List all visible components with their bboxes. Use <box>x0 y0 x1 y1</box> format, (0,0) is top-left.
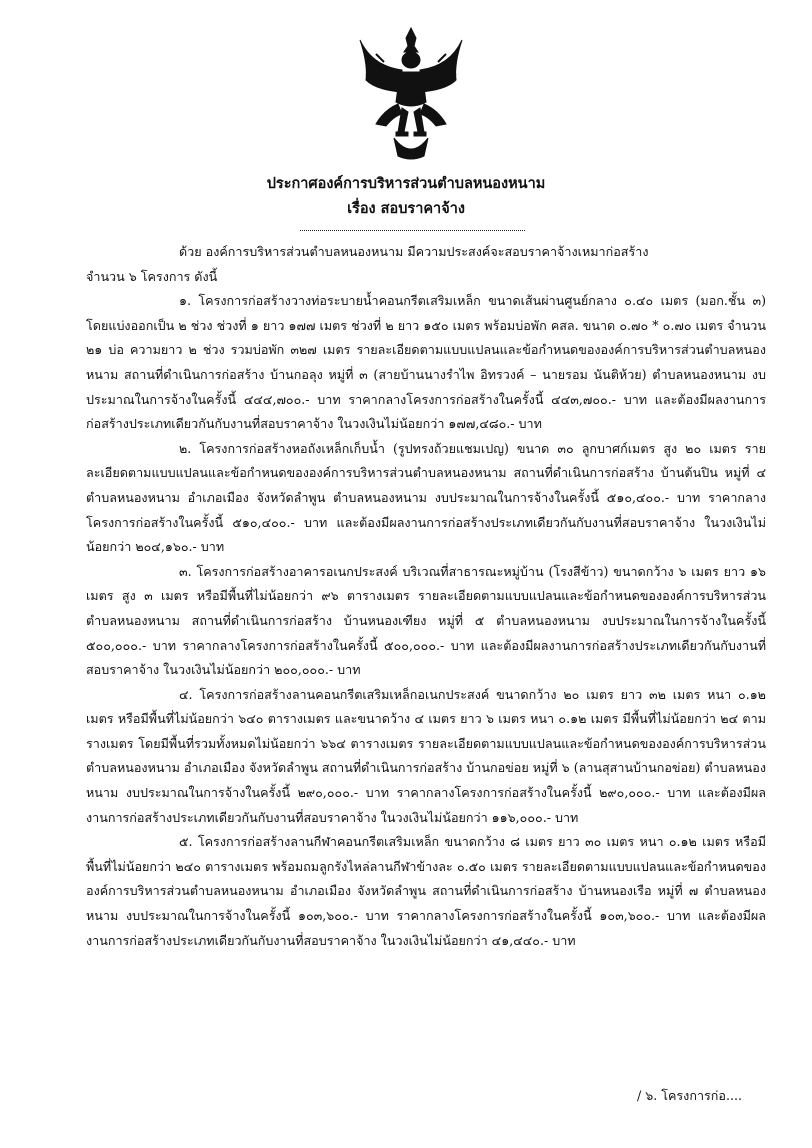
project-paragraph: ๔. โครงการก่อสร้างลานคอนกรีตเสริมเหล็กอเนกประสงค์ ขนาดกว้าง ๒๐ เมตร ยาว ๓๒ เมตร หนา ๐.๑๒ เมตร หรือมีพื้นที่ไม่น้อยกว่า ๖๔๐ ตารางเมตร และขนาดว้าง ๔ เมตร ยาว ๖ เมตร หนา ๐.๑๒ เมตร มีพื้นที่ไม่น้อยกว่า ๒๔ ตามรางเมตร โดยมีพื้นที่รวมทั้งหมดไม่น้อยกว่า ๖๖๔ ตารางเมตร รายละเอียดตามแบบแปลนและข้อกำหนดขององค์การบริหารส่วนตำบลหนองหนาม อำเภอเมือง จังหวัดลำพูน สถานที่ดำเนินการก่อสร้าง บ้านกอข่อย หมู่ที่ ๖ (ลานสุสานบ้านกอข่อย) ตำบลหนองหนาม งบประมาณในการจ้างในครั้งนี้ ๒๙๐,๐๐๐.- บาท ราคากลางโครงการก่อสร้างในครั้งนี้ ๒๙๐,๐๐๐.- บาท และต้องมีผลงานการก่อสร้างประเภทเดียวกันกับงานที่สอบราคาจ้าง ในวงเงินไม่น้อยกว่า ๑๑๖,๐๐๐.- บาท <box>86 686 766 825</box>
garuda-emblem-icon <box>356 24 466 164</box>
intro-line: จำนวน ๖ โครงการ ดังนี้ <box>86 268 218 284</box>
page-continuation: / ๖. โครงการก่อ.... <box>636 1088 742 1103</box>
document-body <box>86 240 766 953</box>
project-paragraph: ๓. โครงการก่อสร้างอาคารอเนกประสงค์ บริเวณที่สาธารณะหมู่บ้าน (โรงสีข้าว) ขนาดกว้าง ๖ เมตร ยาว ๑๖ เมตร สูง ๓ เมตร หรือมีพื้นที่ไม่น้อยกว่า ๙๖ ตารางเมตร รายละเอียดตามแบบแปลนและข้อกำหนดขององค์การบริหารส่วนตำบลหนองหนาม สถานที่ดำเนินการก่อสร้าง บ้านหนองเฑียง หมู่ที่ ๕ ตำบลหนองหนาม งบประมาณในการจ้างในครั้งนี้ ๕๐๐,๐๐๐.- บาท ราคากลางโครงการก่อสร้างในครั้งนี้ ๕๐๐,๐๐๐.- บาท และต้องมีผลงานการก่อสร้างประเภทเดียวกันกับงานที่สอบราคาจ้าง ในวงเงินไม่น้อยกว่า ๒๐๐,๐๐๐.- บาท <box>86 563 766 678</box>
intro-line: ด้วย องค์การบริหารส่วนตำบลหนองหนาม มีความประสงค์จะสอบราคาจ้างเหมาก่อสร้าง <box>179 244 649 259</box>
project-paragraph: ๒. โครงการก่อสร้างหอถังเหล็กเก็บน้ำ (รูปทรงถ้วยแชมเปญ) ขนาด ๓๐ ลูกบาศก์เมตร สูง ๒๐ เมตร รายละเอียดตามแบบแปลนและข้อกำหนดขององค์การบริหารส่วนตำบลหนองหนาม สถานที่ดำเนินการก่อสร้าง บ้านต้นปิน หมู่ที่ ๔ ตำบลหนองหนาม อำเภอเมือง จังหวัดลำพูน ตำบลหนองหนาม งบประมาณในการจ้างในครั้งนี้ ๕๑๐,๔๐๐.- บาท ราคากลางโครงการก่อสร้างในครั้งนี้ ๕๑๐,๔๐๐.- บาท และต้องมีผลงานการก่อสร้างประเภทเดียวกันกับงานที่สอบราคาจ้าง ในวงเงินไม่น้อยกว่า ๒๐๔,๑๖๐.- บาท <box>86 440 766 555</box>
project-paragraph: ๕. โครงการก่อสร้างลานกีฬาคอนกรีตเสริมเหล็ก ขนาดกว้าง ๘ เมตร ยาว ๓๐ เมตร หนา ๐.๑๒ เมตร หรือมีพื้นที่ไม่น้อยกว่า ๒๔๐ ตารางเมตร พร้อมถมลูกรังไหล่ลานกีฬาข้างละ ๐.๕๐ เมตร รายละเอียดตามแบบแปลนและข้อกำหนดขององค์การบริหารส่วนตำบลหนองหนาม อำเภอเมือง จังหวัดลำพูน สถานที่ดำเนินการก่อสร้าง บ้านหนองเรือ หมู่ที่ ๗ ตำบลหนองหนาม งบประมาณในการจ้างในครั้งนี้ ๑๐๓,๖๐๐.- บาท ราคากลางโครงการก่อสร้างในครั้งนี้ ๑๐๓,๖๐๐.- บาท และต้องมีผลงานการก่อสร้างประเภทเดียวกันกับงานที่สอบราคาจ้าง ในวงเงินไม่น้อยกว่า ๔๑,๔๔๐.- บาท <box>86 834 766 948</box>
document-title: ประกาศองค์การบริหารส่วนตำบลหนองหนาม <box>266 175 546 192</box>
title-divider <box>300 230 525 231</box>
project-paragraph: ๑. โครงการก่อสร้างวางท่อระบายน้ำคอนกรีตเสริมเหล็ก ขนาดเส้นผ่านศูนย์กลาง ๐.๔๐ เมตร (มอก.ชั้น ๓) โดยแบ่งออกเป็น ๒ ช่วง ช่วงที่ ๑ ยาว ๑๗๗ เมตร ช่วงที่ ๒ ยาว ๑๕๐ เมตร พร้อมบ่อพัก คสล. ขนาด ๐.๗๐ * ๐.๗๐ เมตร จำนวน ๒๑ บ่อ ความยาว ๒ ช่วง รวมบ่อพัก ๓๒๗ เมตร รายละเอียดตามแบบแปลนและข้อกำหนดขององค์การบริหารส่วนตำบลหนองหนาม สถานที่ดำเนินการก่อสร้าง บ้านกอลุง หมู่ที่ ๓ (สายบ้านนางรำไพ อิทรวงค์ – นายรอม นันติห้วย) ตำบลหนองหนาม งบประมาณในการจ้างในครั้งนี้ ๔๔๔,๗๐๐.- บาท ราคากลางโครงการก่อสร้างในครั้งนี้ ๔๔๓,๗๐๐.- บาท และต้องมีผลงานการก่อสร้างประเภทเดียวกันกับงานที่สอบราคาจ้าง ในวงเงินไม่น้อยกว่า ๑๗๗,๔๘๐.- บาท <box>86 293 766 432</box>
document-subject: เรื่อง สอบราคาจ้าง <box>347 200 465 217</box>
